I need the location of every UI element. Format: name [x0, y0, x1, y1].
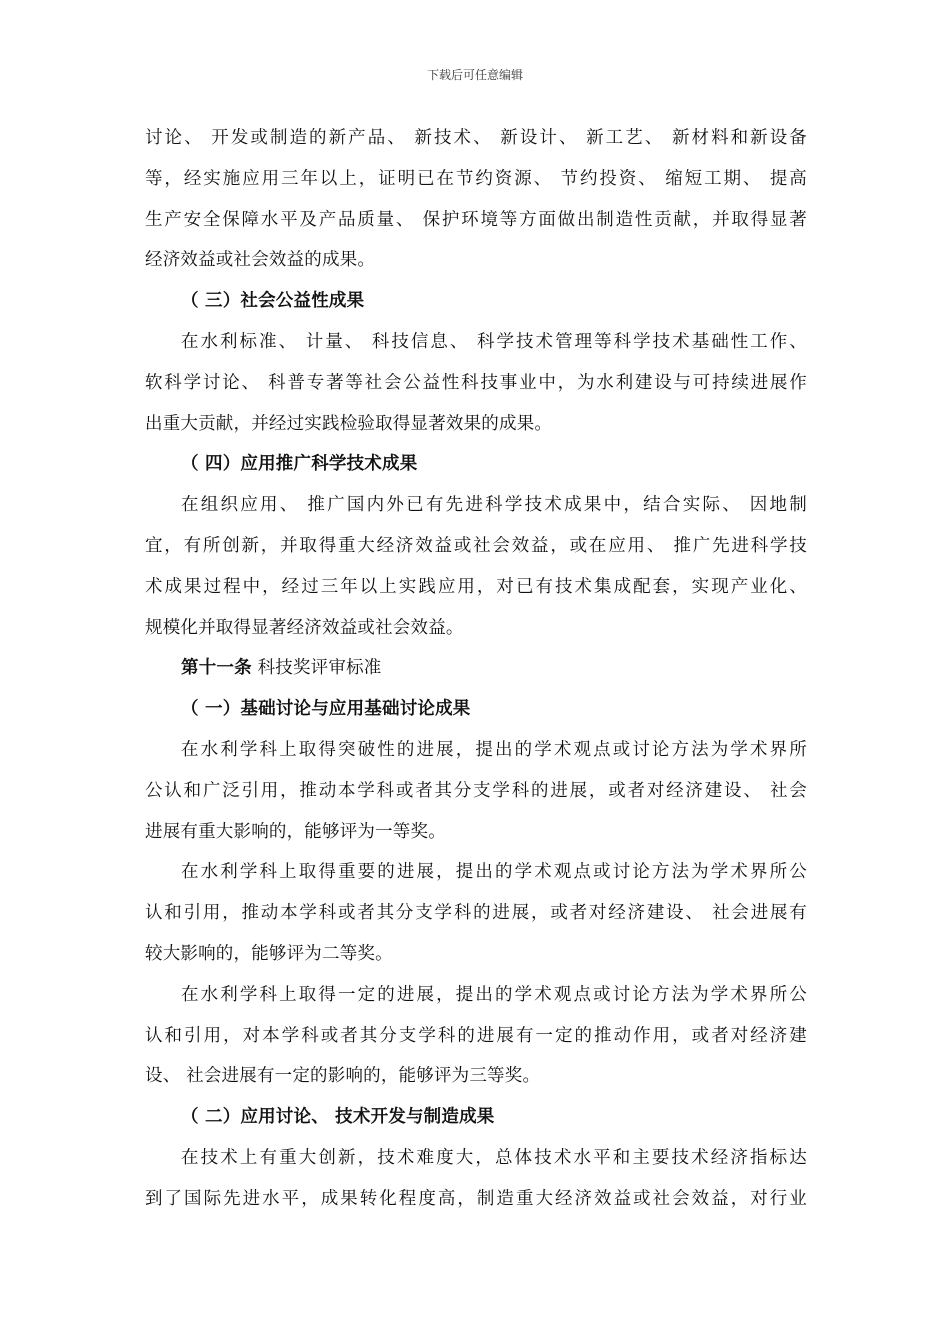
paragraph-line: 在水利标准、 计量、 科技信息、 科学技术管理等科学技术基础性工作、	[181, 331, 807, 352]
paragraph-line: 设、 社会进展有一定的影响的，能够评为三等奖。	[145, 1066, 541, 1087]
paragraph-line: 在组织应用、 推广国内外已有先进科学技术成果中，结合实际、 因地制	[181, 495, 807, 516]
section-heading: （ 四）应用推广科学技术成果	[181, 454, 418, 475]
paragraph-line: 较大影响的，能够评为二等奖。	[145, 943, 393, 964]
paragraph-line: 生产安全保障水平及产品质量、 保护环境等方面做出制造性贡献，并取得显著	[145, 209, 807, 230]
paragraph-line: 出重大贡献，并经过实践检验取得显著效果的成果。	[145, 413, 553, 434]
paragraph-line: 公认和广泛引用，推动本学科或者其分支学科的进展，或者对经济建设、 社会	[145, 780, 807, 801]
section-heading: （ 二）应用讨论、 技术开发与制造成果	[181, 1107, 495, 1128]
paragraph-line: 在水利学科上取得重要的进展，提出的学术观点或讨论方法为学术界所公	[181, 862, 807, 883]
paragraph-line: 在水利学科上取得突破性的进展，提出的学术观点或讨论方法为学术界所	[181, 739, 807, 760]
paragraph-line: 宜，有所创新，并取得重大经济效益或社会效益，或在应用、 推广先进科学技	[145, 535, 807, 556]
paragraph-line: 讨论、 开发或制造的新产品、 新技术、 新设计、 新工艺、 新材料和新设备	[145, 128, 807, 148]
article-number: 第十一条	[181, 658, 252, 679]
paragraph-line: 进展有重大影响的，能够评为一等奖。	[145, 821, 446, 842]
paragraph-line: 软科学讨论、 科普专著等社会公益性科技事业中，为水利建设与可持续进展作	[145, 372, 807, 393]
section-heading: （ 一）基础讨论与应用基础讨论成果	[181, 699, 471, 720]
paragraph-line: 在水利学科上取得一定的进展，提出的学术观点或讨论方法为学术界所公	[181, 984, 807, 1005]
paragraph-line: 认和引用，对本学科或者其分支学科的进展有一定的推动作用，或者对经济建	[145, 1025, 807, 1046]
paragraph-line: 术成果过程中，经过三年以上实践应用，对已有技术集成配套，实现产业化、	[145, 576, 807, 597]
paragraph-line: 到了国际先进水平，成果转化程度高，制造重大经济效益或社会效益，对行业	[145, 1188, 807, 1209]
section-heading: （ 三）社会公益性成果	[181, 291, 365, 312]
document-body	[145, 118, 807, 1220]
article-title: 科技奖评审标准	[251, 658, 382, 679]
paragraph-line: 规模化并取得显著经济效益或社会效益。	[145, 617, 464, 638]
article-heading	[145, 648, 807, 689]
paragraph-line: 在技术上有重大创新，技术难度大，总体技术水平和主要技术经济指标达	[181, 1147, 807, 1168]
paragraph-line: 经济效益或社会效益的成果。	[145, 250, 376, 271]
page-header: 下载后可任意编辑	[426, 68, 523, 82]
paragraph-line: 认和引用，推动本学科或者其分支学科的进展，或者对经济建设、 社会进展有	[145, 903, 807, 924]
paragraph-line: 等，经实施应用三年以上，证明已在节约资源、 节约投资、 缩短工期、 提高	[145, 168, 807, 189]
